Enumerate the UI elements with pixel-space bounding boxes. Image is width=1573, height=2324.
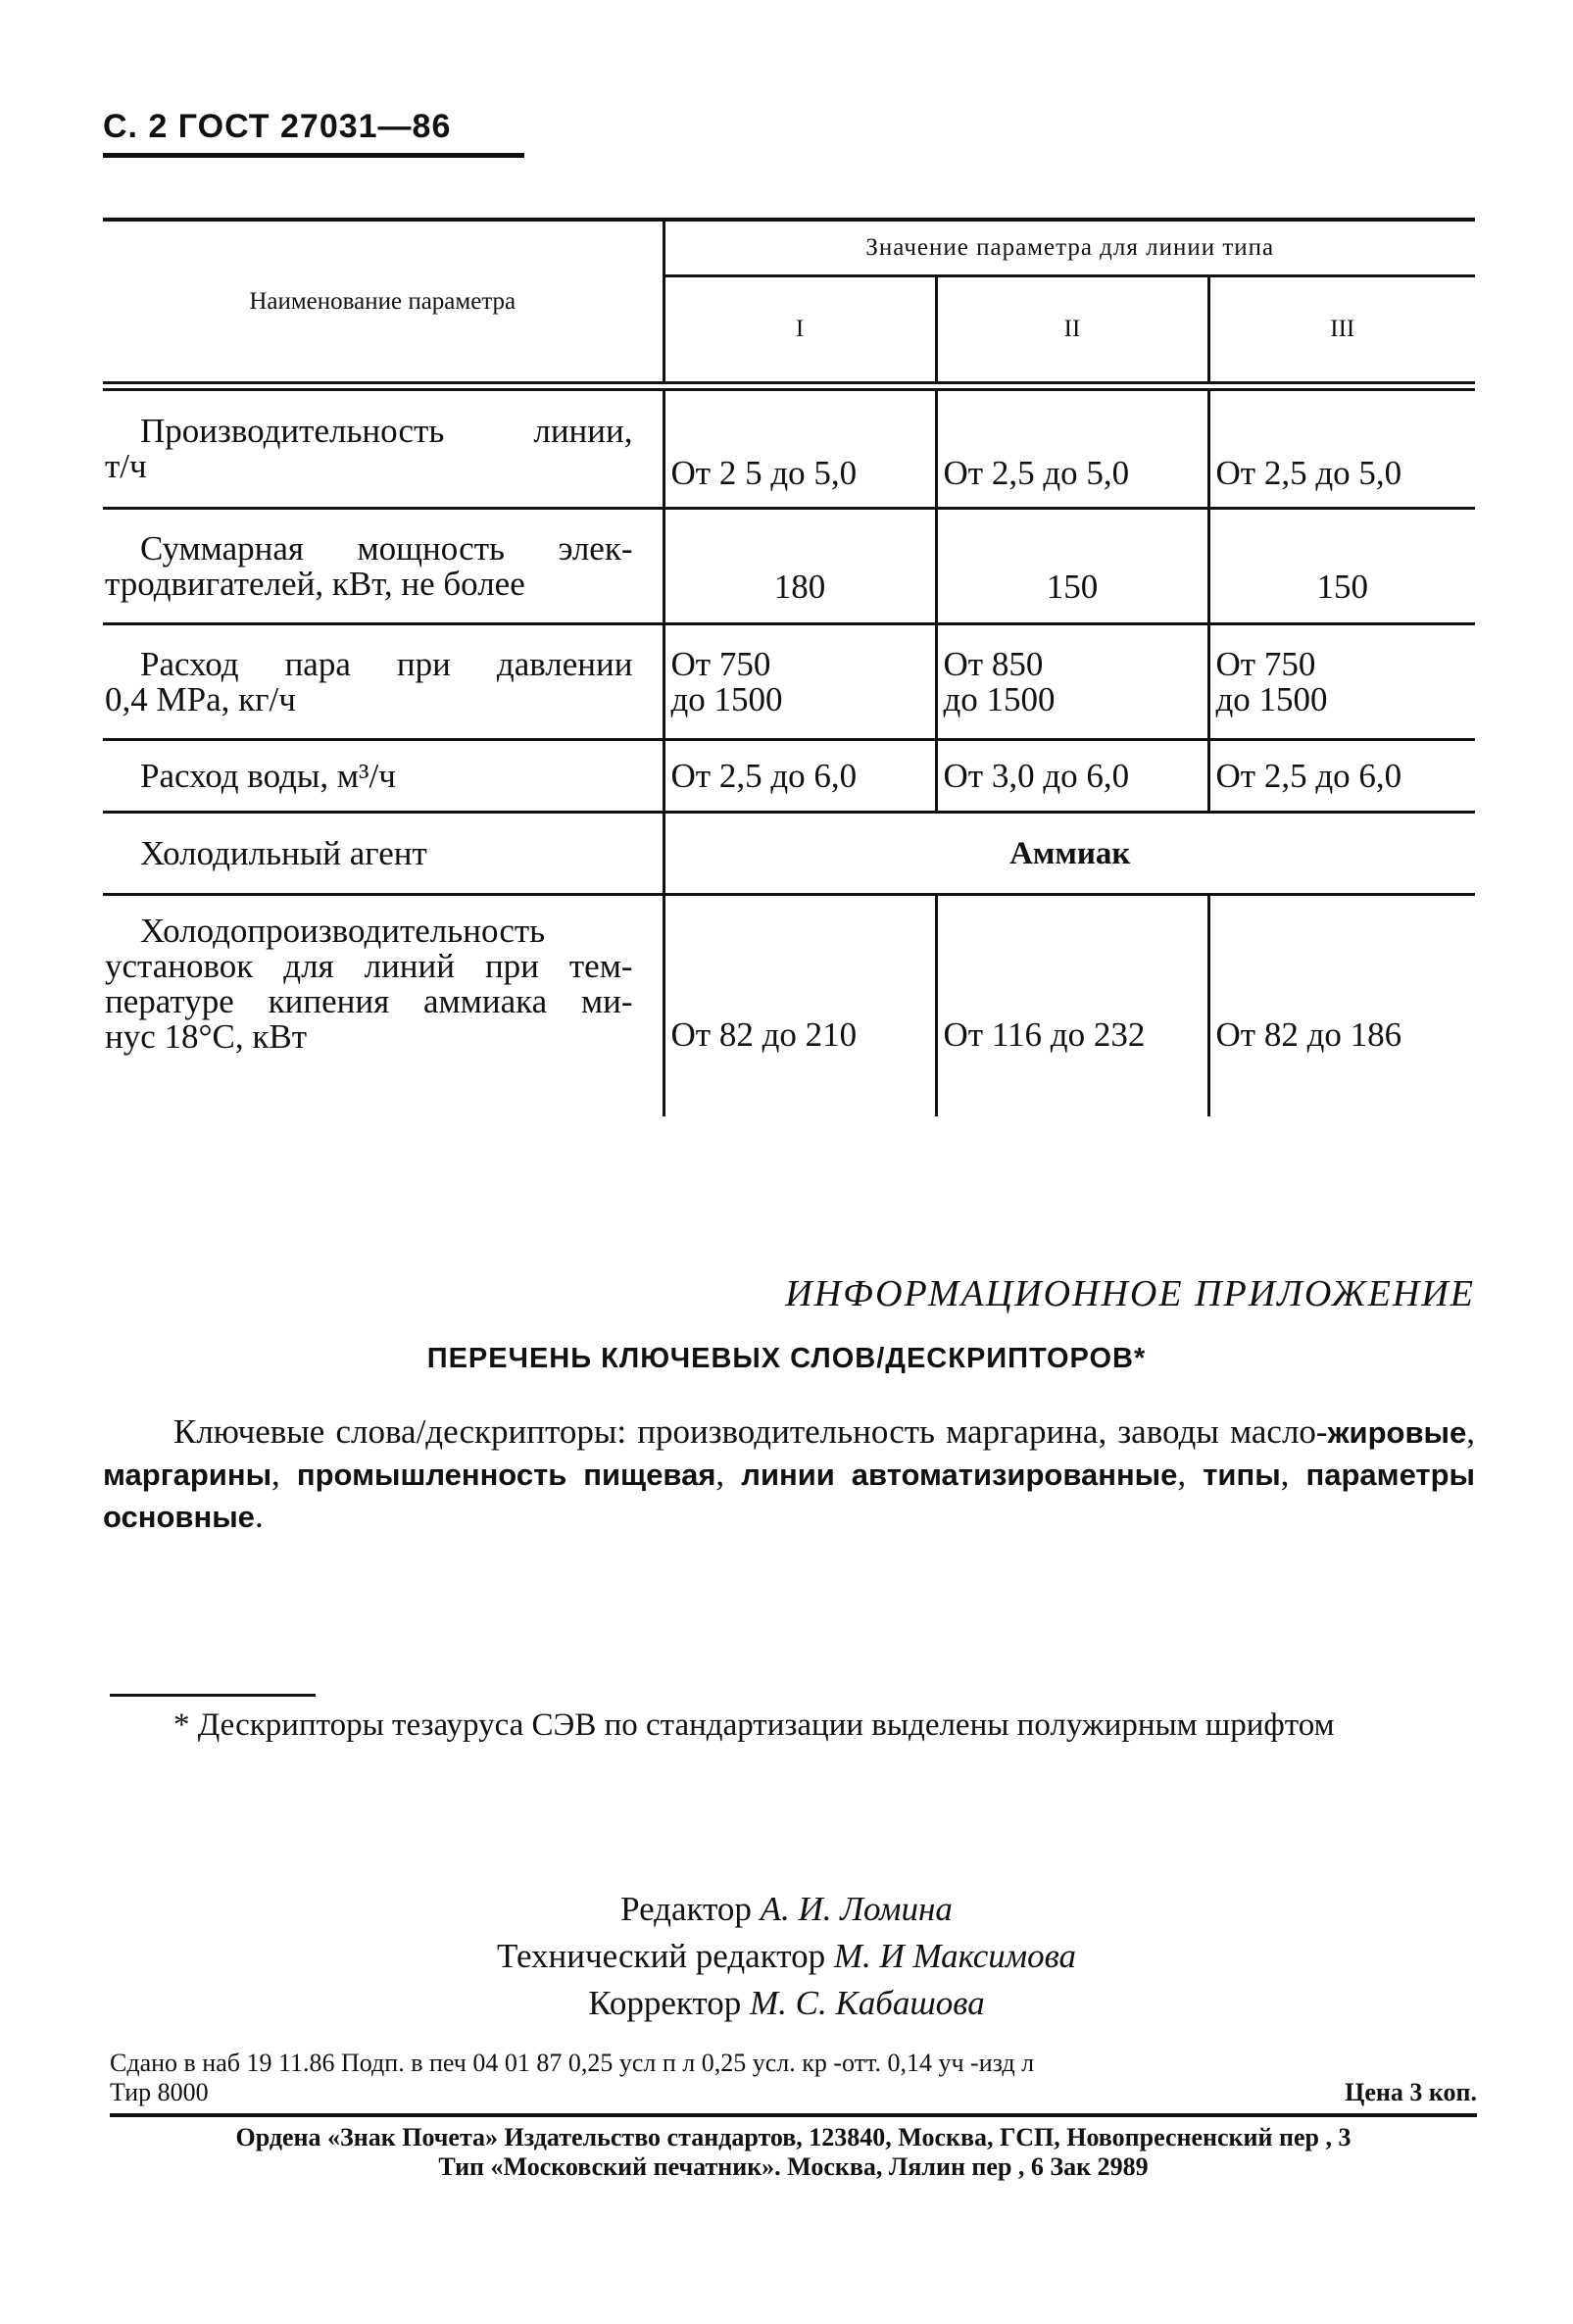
credit-person: М. С. Кабашова — [750, 1984, 985, 2022]
print-run: Тир 8000 — [110, 2078, 209, 2106]
credit-role: Редактор — [620, 1890, 752, 1928]
param-name-line: тродвигателей, кВт, не более — [105, 564, 525, 603]
credit-person: А. И. Ломина — [760, 1890, 953, 1928]
credits — [0, 1886, 1573, 2027]
param-value: От 2,5 до 6,0 — [1208, 740, 1475, 813]
keywords-lead: Ключевые слова/дескрипторы: производительность маргарина, — [173, 1412, 1107, 1451]
param-value: От 2,5 до 5,0 — [1208, 390, 1475, 509]
column-header-type-1: I — [664, 276, 936, 383]
param-value — [664, 624, 936, 740]
publication-line-1: Сдано в наб 19 11.86 Подп. в печ 04 01 87 0,25 усл п л 0,25 усл. кр -отт. 0,14 уч -изд л — [110, 2049, 1035, 2077]
param-value: 180 — [664, 509, 936, 624]
table-row — [103, 895, 1475, 1116]
appendix-label: ИНФОРМАЦИОННОЕ ПРИЛОЖЕНИЕ — [785, 1273, 1475, 1314]
printer-line-1: Ордена «Знак Почета» Издательство стандартов, 123840, Москва, ГСП, Новопресненский пер , 3 — [235, 2123, 1352, 2151]
printer-line-2: Тип «Московский печатник». Москва, Лялин пер , 6 Зак 2989 — [438, 2152, 1149, 2181]
parameters-table — [103, 218, 1475, 1116]
param-value-line: От 750 — [670, 644, 771, 683]
param-value: От 2,5 до 6,0 — [664, 740, 936, 813]
column-header-value: Значение параметра для линии типа — [664, 220, 1475, 276]
footnote: * Дескрипторы тезауруса СЭВ по стандартизации выделены полужирным шрифтом — [173, 1707, 1335, 1743]
keyword-bold: параметры основные — [103, 1458, 1476, 1534]
credit-tech-editor — [0, 1933, 1573, 1980]
credit-role: Корректор — [588, 1984, 742, 2022]
table-row — [103, 509, 1475, 624]
param-name-line: установок для линий при тем- — [105, 947, 633, 985]
param-value-line: до 1500 — [943, 679, 1056, 718]
param-value: От 3,0 до 6,0 — [936, 740, 1208, 813]
keyword-bold: жировые — [1327, 1415, 1467, 1450]
credit-person: М. И Максимова — [833, 1937, 1077, 1975]
param-value: От 82 до 186 — [1215, 1015, 1402, 1054]
param-value-line: до 1500 — [670, 679, 783, 718]
footnote-rule — [110, 1694, 316, 1697]
column-header-name: Наименование параметра — [103, 220, 664, 383]
param-value-line: От 850 — [943, 644, 1044, 683]
printer-info — [110, 2123, 1477, 2182]
table-row — [103, 813, 1475, 895]
keyword-bold: типы — [1203, 1458, 1281, 1492]
publication-rule — [110, 2113, 1477, 2117]
param-name-line: Холодильный агент — [140, 833, 427, 872]
credit-corrector — [0, 1980, 1573, 2027]
header-double-rule — [103, 383, 1475, 390]
header-rule — [103, 153, 524, 158]
param-name-line: т/ч — [105, 447, 147, 485]
param-value: От 82 до 210 — [664, 895, 936, 1116]
keyword-bold: линии автоматизированные — [741, 1458, 1178, 1492]
param-name — [103, 624, 664, 740]
page-header: С. 2 ГОСТ 27031—86 — [103, 108, 452, 145]
credit-editor — [0, 1886, 1573, 1933]
keyword-plain: заводы масло- — [1117, 1412, 1328, 1451]
param-name — [103, 390, 664, 509]
param-name-line: нус 18°С, кВт — [105, 1017, 308, 1056]
param-name-line: Расход воды, м³/ч — [140, 756, 396, 795]
param-value: 150 — [1208, 509, 1475, 624]
appendix-title: ПЕРЕЧЕНЬ КЛЮЧЕВЫХ СЛОВ/ДЕСКРИПТОРОВ* — [426, 1343, 1147, 1374]
column-header-type-3: III — [1330, 316, 1355, 342]
table-row — [103, 740, 1475, 813]
param-name-line: Холодопроизводительность — [140, 912, 546, 950]
param-name-line: 0,4 МРа, кг/ч — [105, 679, 296, 718]
param-value-merged: Аммиак — [664, 813, 1475, 895]
param-name — [103, 740, 664, 813]
param-value: 150 — [936, 509, 1208, 624]
param-name-line: Расход пара при давлении — [140, 644, 633, 683]
param-value: От 2 5 до 5,0 — [664, 390, 936, 509]
param-name — [103, 509, 664, 624]
column-header-type-2: II — [936, 276, 1208, 383]
param-name — [103, 813, 664, 895]
param-value: От 2,5 до 5,0 — [936, 390, 1208, 509]
param-name-line: Производительность линии, — [140, 412, 633, 450]
keywords-paragraph: Ключевые слова/дескрипторы: производительность маргарина, заводы масло-жировые, маргарины, промышленность пищевая, линии автоматизированные, типы, параметры основные. — [103, 1412, 1476, 1535]
publication-info — [110, 2049, 1477, 2107]
param-value-line: до 1500 — [1215, 679, 1328, 718]
param-value — [936, 624, 1208, 740]
param-name-line: пературе кипения аммиака ми- — [105, 982, 633, 1020]
param-name — [103, 895, 664, 1116]
table-row — [103, 624, 1475, 740]
param-value — [1208, 624, 1475, 740]
param-value: От 116 до 232 — [936, 895, 1208, 1116]
param-value-line: От 750 — [1215, 644, 1316, 683]
keyword-bold: маргарины — [103, 1458, 272, 1492]
param-name-line: Суммарная мощность элек- — [140, 528, 633, 568]
price: Цена 3 коп. — [1345, 2078, 1477, 2106]
publication-line-2 — [110, 2078, 1477, 2107]
table-row — [103, 390, 1475, 509]
keyword-bold: промышленность пищевая — [296, 1458, 716, 1492]
credit-role: Технический редактор — [496, 1937, 826, 1975]
